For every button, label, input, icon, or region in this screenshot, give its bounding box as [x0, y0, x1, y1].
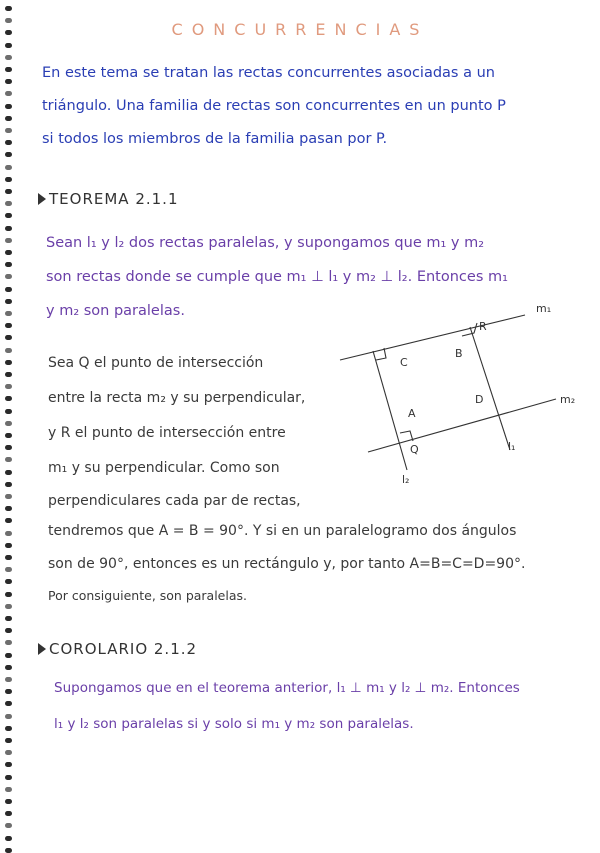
binding-hole	[5, 226, 12, 231]
binding-hole	[5, 128, 12, 133]
teorema-line-3: y m₂ son paralelas.	[46, 303, 185, 319]
triangle-bullet-icon	[38, 643, 46, 655]
binding-hole	[5, 628, 12, 633]
label-l2: l₂	[402, 473, 410, 486]
binding-hole	[5, 640, 12, 645]
line-m2	[368, 399, 556, 452]
binding-hole	[5, 689, 12, 694]
binding-hole	[5, 433, 12, 438]
binding-hole	[5, 165, 12, 170]
binding-hole	[5, 836, 12, 841]
corolario-heading: COROLARIO 2.1.2	[38, 640, 197, 658]
binding-hole	[5, 140, 12, 145]
proof-line-2: entre la recta m₂ y su perpendicular,	[48, 390, 306, 406]
label-l1: l₁	[508, 440, 516, 453]
binding-hole	[5, 567, 12, 572]
intro-line-2: triángulo. Una familia de rectas son concurrentes en un punto P	[42, 98, 506, 114]
binding-hole	[5, 848, 12, 853]
binding-hole	[5, 238, 12, 243]
binding-hole	[5, 262, 12, 267]
binding-hole	[5, 91, 12, 96]
binding-hole	[5, 738, 12, 743]
binding-hole	[5, 665, 12, 670]
binding-hole	[5, 213, 12, 218]
binding-hole	[5, 494, 12, 499]
binding-hole	[5, 531, 12, 536]
binding-hole	[5, 299, 12, 304]
binding-hole	[5, 799, 12, 804]
label-d: D	[475, 393, 484, 406]
binding-hole	[5, 189, 12, 194]
line-l1	[470, 327, 510, 450]
teorema-line-1: Sean l₁ y l₂ dos rectas paralelas, y supongamos que m₁ y m₂	[46, 235, 485, 251]
proof-line-7: son de 90°, entonces es un rectángulo y, por tanto A=B=C=D=90°.	[48, 556, 526, 572]
binding-hole	[5, 616, 12, 621]
corolario-line-2: l₁ y l₂ son paralelas si y solo si m₁ y m₂ son paralelas.	[54, 716, 414, 732]
binding-hole	[5, 104, 12, 109]
geometry-diagram	[330, 295, 590, 495]
intro-line-1: En este tema se tratan las rectas concurrentes asociadas a un	[42, 65, 495, 81]
binding-hole	[5, 421, 12, 426]
proof-line-5: perpendiculares cada par de rectas,	[48, 493, 301, 509]
binding-hole	[5, 750, 12, 755]
binding-hole	[5, 714, 12, 719]
binding-hole	[5, 653, 12, 658]
intro-line-3: si todos los miembros de la familia pasan por P.	[42, 131, 388, 147]
binding-hole	[5, 762, 12, 767]
binding-hole	[5, 811, 12, 816]
binding-hole	[5, 287, 12, 292]
binding-hole	[5, 201, 12, 206]
label-c: C	[400, 356, 408, 369]
binding-hole	[5, 274, 12, 279]
binding-hole	[5, 43, 12, 48]
binding-hole	[5, 604, 12, 609]
teorema-heading: TEOREMA 2.1.1	[38, 190, 178, 208]
binding-hole	[5, 67, 12, 72]
binding-hole	[5, 677, 12, 682]
proof-line-6: tendremos que A = B = 90°. Y si en un paralelogramo dos ángulos	[48, 523, 517, 539]
binding-hole	[5, 592, 12, 597]
binding-hole	[5, 579, 12, 584]
binding-hole	[5, 360, 12, 365]
binding-hole	[5, 701, 12, 706]
binding-hole	[5, 457, 12, 462]
triangle-bullet-icon	[38, 193, 46, 205]
binding-hole	[5, 445, 12, 450]
binding-hole	[5, 384, 12, 389]
binding-hole	[5, 79, 12, 84]
label-a: A	[408, 407, 416, 420]
corolario-line-1: Supongamos que en el teorema anterior, l₁ ⊥ m₁ y l₂ ⊥ m₂. Entonces	[54, 680, 520, 696]
page-title: CONCURRENCIAS	[171, 20, 429, 39]
binding-hole	[5, 555, 12, 560]
binding-hole	[5, 543, 12, 548]
binding-hole	[5, 409, 12, 414]
binding-hole	[5, 116, 12, 121]
binding-hole	[5, 323, 12, 328]
binding-hole	[5, 506, 12, 511]
label-q: Q	[410, 443, 419, 456]
teorema-line-2: son rectas donde se cumple que m₁ ⊥ l₁ y m₂ ⊥ l₂. Entonces m₁	[46, 269, 508, 285]
binding-hole	[5, 348, 12, 353]
binding-hole	[5, 470, 12, 475]
binding-hole	[5, 518, 12, 523]
binding-hole	[5, 152, 12, 157]
binding-hole	[5, 787, 12, 792]
binding-hole	[5, 250, 12, 255]
binding-hole	[5, 726, 12, 731]
proof-line-3: y R el punto de intersección entre	[48, 425, 286, 441]
binding-hole	[5, 372, 12, 377]
binding-hole	[5, 55, 12, 60]
label-b: B	[455, 347, 463, 360]
label-m2: m₂	[560, 393, 576, 406]
binding-hole	[5, 6, 12, 11]
proof-line-4: m₁ y su perpendicular. Como son	[48, 460, 280, 476]
proof-line-8: Por consiguiente, son paralelas.	[48, 588, 247, 603]
binding-hole	[5, 177, 12, 182]
spiral-binding	[0, 0, 22, 848]
binding-hole	[5, 775, 12, 780]
proof-line-1: Sea Q el punto de intersección	[48, 355, 264, 371]
binding-hole	[5, 396, 12, 401]
binding-hole	[5, 311, 12, 316]
line-m1	[340, 315, 525, 360]
binding-hole	[5, 823, 12, 828]
label-r: R	[479, 320, 487, 333]
label-m1: m₁	[536, 302, 552, 315]
binding-hole	[5, 335, 12, 340]
binding-hole	[5, 482, 12, 487]
